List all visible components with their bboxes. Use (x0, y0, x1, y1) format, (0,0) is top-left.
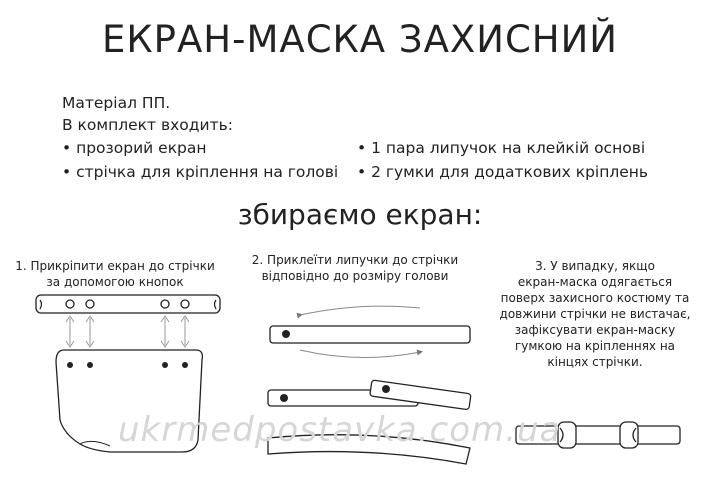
kit-item: • 2 гумки для додаткових кріплень (357, 163, 649, 181)
step-line: 2. Приклеїти липучки до стрічки (251, 253, 459, 267)
alignment-arrows (66, 316, 189, 347)
strap-with-holes-drawing (36, 295, 220, 313)
step-line: гумкою на кріпленнях на (514, 339, 676, 353)
step-line: поверх захисного костюму та (500, 291, 690, 305)
velcro-strap-top (270, 326, 470, 343)
watermark: ukrmedpostavka.com.ua (118, 410, 562, 450)
step-line: 1. Прикріпити екран до стрічки (15, 259, 215, 273)
material-text: Матеріал ПП. (62, 94, 171, 112)
step-line: довжини стрічки не вистачає, (499, 307, 691, 321)
page-title: ЕКРАН-МАСКА ЗАХИСНИЙ (102, 18, 618, 61)
step-line: за допомогою кнопок (46, 275, 184, 289)
step-line: кінцях стрічки. (547, 355, 643, 369)
step-line: зафіксувати екран-маску (514, 323, 676, 337)
step-line: відповідно до розміру голови (261, 269, 449, 283)
kit-item: • 1 пара липучок на клейкій основі (357, 139, 646, 157)
step-line: 3. У випадку, якщо (535, 259, 655, 273)
assemble-heading: збираємо екран: (237, 198, 483, 231)
velcro-strap-joined (268, 380, 471, 410)
step-line: екран-маска одягається (517, 275, 673, 289)
kit-item: • стрічка для кріплення на голові (62, 163, 339, 181)
kit-intro-text: В комплект входить: (62, 116, 233, 134)
kit-item: • прозорий екран (62, 139, 207, 157)
